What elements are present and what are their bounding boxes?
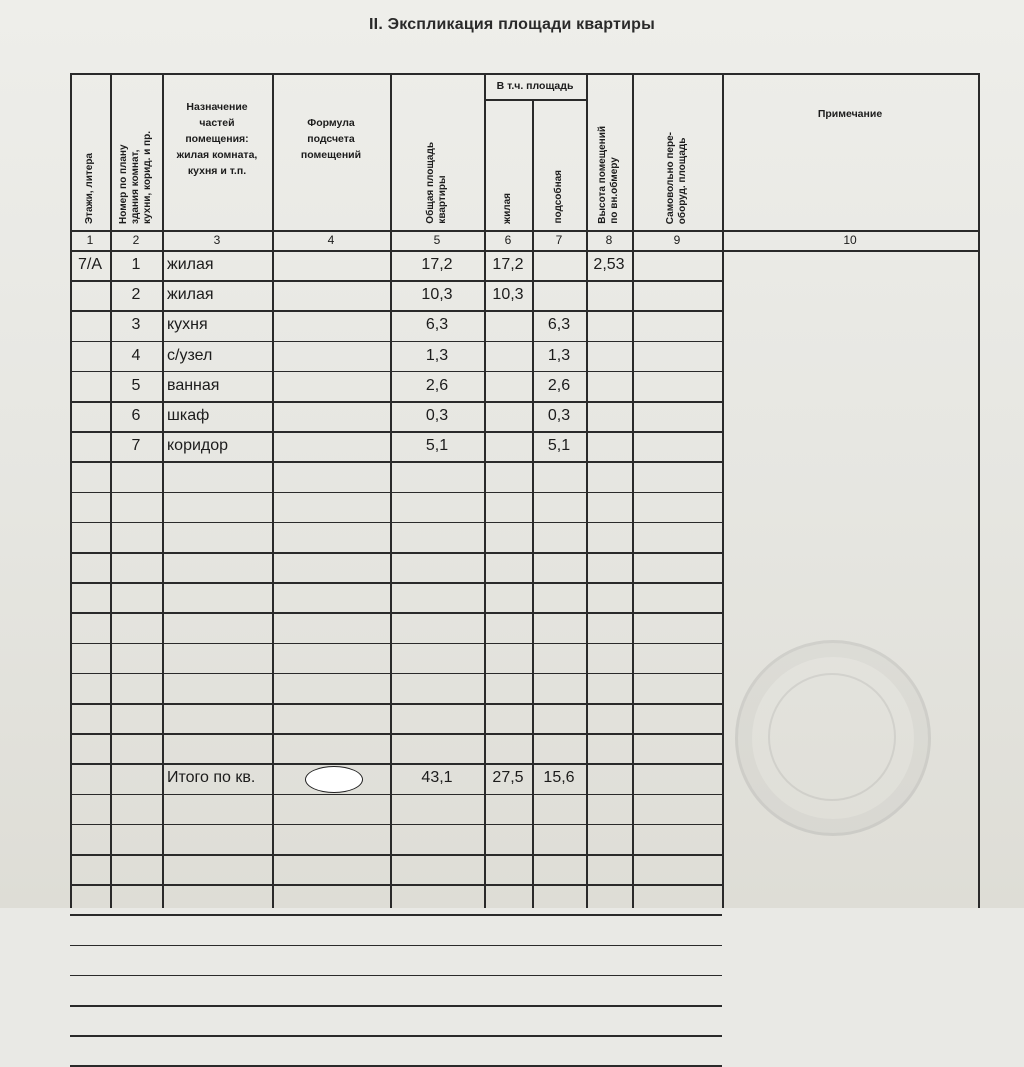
- row-divider: [70, 582, 722, 584]
- stamp-watermark: [735, 640, 931, 836]
- row-divider: [70, 945, 722, 947]
- cell-total-area: 1,3: [425, 346, 449, 364]
- cell-total-area: 6,3: [425, 316, 449, 334]
- cell-room-height: [586, 310, 632, 340]
- column-divider: [70, 73, 72, 908]
- cell-living-area: 10,3: [492, 286, 524, 304]
- row-divider: [70, 461, 722, 463]
- header-room-height: Высота помещений по вн.обмеру: [597, 126, 620, 224]
- cell-room-purpose: жилая: [167, 286, 214, 304]
- row-divider: [70, 552, 722, 554]
- column-number: 7: [555, 233, 563, 247]
- cell-room-height: [586, 431, 632, 461]
- cell-floor: [70, 371, 110, 401]
- cell-auxiliary-area: 0,3: [547, 407, 571, 425]
- cell-living-area: [484, 310, 532, 340]
- cell-room-height: 2,53: [593, 256, 625, 274]
- row-divider: [70, 522, 722, 524]
- row-divider: [70, 673, 722, 675]
- row-divider: [70, 794, 722, 796]
- cell-floor: [70, 431, 110, 461]
- totals-living-area: 27,5: [492, 769, 524, 787]
- cell-room-purpose: ванная: [167, 376, 220, 394]
- header-total-area: Общая площадь квартиры: [425, 142, 448, 224]
- column-divider: [978, 73, 980, 908]
- row-divider: [70, 854, 722, 856]
- row-divider: [70, 733, 722, 735]
- row-divider: [70, 975, 722, 977]
- cell-room-purpose: шкаф: [167, 407, 210, 425]
- column-number: 10: [843, 233, 857, 247]
- row-divider: [70, 884, 722, 886]
- cell-floor: [70, 310, 110, 340]
- cell-living-area: 17,2: [492, 256, 524, 274]
- column-number: 6: [504, 233, 512, 247]
- cell-room-height: [586, 401, 632, 431]
- totals-label: Итого по кв.: [167, 769, 256, 787]
- cell-auxiliary-area: [532, 250, 586, 280]
- header-living-area: жилая: [502, 193, 513, 224]
- cell-room-purpose: коридор: [167, 437, 229, 455]
- column-divider: [722, 73, 724, 908]
- cell-floor: [70, 401, 110, 431]
- cell-floor: 7/A: [77, 256, 102, 274]
- cell-floor: [70, 280, 110, 310]
- header-formula: Формула подсчета помещений: [300, 117, 362, 161]
- header-room-number: Номер по плану здания комнат, кухни, корид. и пр.: [118, 131, 153, 224]
- row-divider: [70, 612, 722, 614]
- row-divider: [70, 643, 722, 645]
- row-divider: [70, 703, 722, 705]
- cell-room-number: 2: [131, 286, 141, 304]
- column-number: 2: [132, 233, 140, 247]
- cell-total-area: 2,6: [425, 376, 449, 394]
- row-divider: [70, 492, 722, 494]
- cell-room-number: 3: [131, 316, 141, 334]
- header-auxiliary-area: подсобная: [553, 170, 564, 224]
- header-unauthorized-area: Самовольно пере- оборуд. площадь: [665, 132, 688, 225]
- cell-room-purpose: кухня: [167, 316, 208, 334]
- column-number: 5: [433, 233, 441, 247]
- cell-room-height: [586, 371, 632, 401]
- page-title: II. Экспликация площади квартиры: [369, 16, 655, 33]
- totals-total-area: 43,1: [421, 769, 453, 787]
- cell-floor: [70, 341, 110, 371]
- cell-room-purpose: жилая: [167, 256, 214, 274]
- cell-living-area: [484, 431, 532, 461]
- header-floor-letter: Этажи, литера: [84, 153, 95, 224]
- column-number: 1: [86, 233, 94, 247]
- cell-total-area: 0,3: [425, 407, 449, 425]
- cell-room-number: 4: [131, 346, 141, 364]
- cell-room-number: 7: [131, 437, 141, 455]
- cell-auxiliary-area: [532, 280, 586, 310]
- row-divider: [70, 1005, 722, 1007]
- cell-total-area: 5,1: [425, 437, 449, 455]
- cell-auxiliary-area: 6,3: [547, 316, 571, 334]
- cell-room-height: [586, 280, 632, 310]
- group-header-divider: [484, 99, 586, 101]
- totals-auxiliary-area: 15,6: [543, 769, 575, 787]
- cell-living-area: [484, 401, 532, 431]
- cell-auxiliary-area: 2,6: [547, 376, 571, 394]
- cell-room-number: 1: [131, 256, 141, 274]
- column-number: 9: [673, 233, 681, 247]
- row-divider: [70, 824, 722, 826]
- cell-total-area: 10,3: [421, 286, 453, 304]
- header-including-area: В т.ч. площадь: [496, 80, 574, 92]
- column-number: 8: [605, 233, 613, 247]
- column-number: 4: [327, 233, 335, 247]
- column-divider: [632, 73, 634, 908]
- cell-living-area: [484, 341, 532, 371]
- cell-room-number: 5: [131, 376, 141, 394]
- row-divider: [70, 914, 722, 916]
- column-number: 3: [213, 233, 221, 247]
- row-divider: [70, 1035, 722, 1037]
- header-purpose: Назначение частей помещения: жилая комната, кухня и т.п.: [176, 101, 258, 177]
- cell-living-area: [484, 371, 532, 401]
- cell-room-purpose: с/узел: [167, 346, 213, 364]
- header-note: Примечание: [817, 108, 883, 120]
- column-divider: [586, 73, 588, 908]
- cell-room-number: 6: [131, 407, 141, 425]
- column-divider: [110, 73, 112, 908]
- cell-auxiliary-area: 1,3: [547, 346, 571, 364]
- cell-total-area: 17,2: [421, 256, 453, 274]
- cell-room-height: [586, 341, 632, 371]
- cell-auxiliary-area: 5,1: [547, 437, 571, 455]
